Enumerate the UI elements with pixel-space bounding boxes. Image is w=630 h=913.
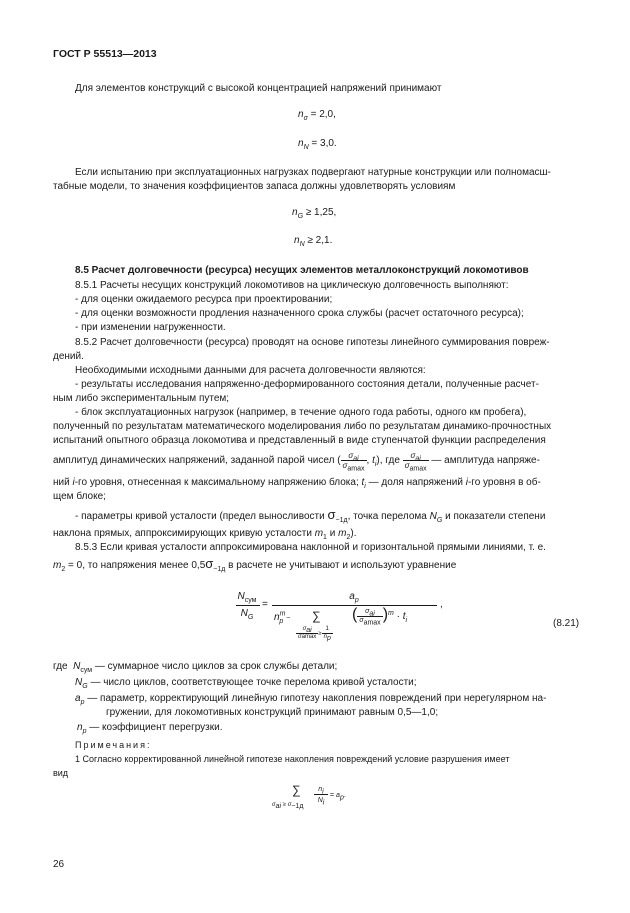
where-item-nsum: где $N_{сум}$ — суммарное число циклов за срок службы детали; xyxy=(53,661,338,674)
s852-line8: испытаний опытного образца локомотива и представленный в виде ступенчатой функции распределения xyxy=(53,435,546,446)
page-number: 26 xyxy=(53,859,65,870)
equation-n-sigma: $n_\sigma = 2,0$, xyxy=(298,109,336,122)
list-item: - для оценки возможности продления назначенного срока службы (расчет остаточного ресурса); xyxy=(75,308,524,319)
where-item-ap-cont: гружении, для локомотивных конструкций принимают равным 0,5—1,0; xyxy=(106,707,439,718)
paragraph-high-concentration: Для элементов конструкций с высокой концентрацией напряжений принимают xyxy=(75,83,442,94)
paragraph-test-line1: Если испытанию при эксплуатационных нагрузках подвергают натурные конструкции или полномасш- xyxy=(75,167,551,178)
s853-line2: $m_2 = 0$, то напряжения менее $0,5\sigma_{-1д}$ в расчете не учитывают и используют уравнение xyxy=(53,556,457,573)
fraction-sigma-ratio: $\frac{\sigma_{ai}}{\sigma_{amax}}$ xyxy=(342,450,365,473)
list-item: - для оценки ожидаемого ресурса при проектировании; xyxy=(75,294,333,305)
where-item-np: $n_p$ — коэффициент перегрузки. xyxy=(77,722,223,735)
equation-n-N-2: $n_N \ge 2,1$. xyxy=(294,235,333,248)
fraction-sigma-ratio-2: $\frac{\sigma_{ai}}{\sigma_{amax}}$ xyxy=(404,450,427,473)
section-title: 8.5 Расчет долговечности (ресурса) несущих элементов металлоконструкций локомотивов xyxy=(75,265,529,276)
s852-line6: - блок эксплуатационных нагрузок (например, в течение одного года работы, одного км пробега), xyxy=(75,407,527,418)
s852-line9: амплитуд динамических напряжений, заданной парой чисел ( $\frac{\sigma_{ai}}{\sigma_{amax}}$ , $t_i$), где $\frac{\sigma_{ai}}{\sigma_{amax}}$ — амплитуда напряже- xyxy=(53,450,540,473)
s853-line1: 8.5.3 Если кривая усталости аппроксимирована наклонной и горизонтальной прямыми линиями, т. е. xyxy=(75,542,546,553)
notes-heading: Примечания: xyxy=(75,740,152,750)
formula-failure-condition: ∑ $\sigma_{ai} \ge \sigma_{-1д}$ $n_i$ $N_i$ = $a_p$. xyxy=(272,783,346,811)
s852-line1: 8.5.2 Расчет долговечности (ресурса) проводят на основе гипотезы линейного суммирования повреж- xyxy=(75,337,550,348)
equation-n-G: $n_G \ge 1,25$, xyxy=(292,207,337,220)
s852-line5: ным либо экспериментальным путем; xyxy=(53,393,230,404)
s852-line3: Необходимыми исходными данными для расчета долговечности являются: xyxy=(75,365,426,376)
note-1-line2: вид xyxy=(53,768,69,778)
note-1-line1: 1 Согласно корректированной линейной гипотезе накопления повреждений условие разрушения имеет xyxy=(75,754,510,764)
list-item: - при изменении нагруженности. xyxy=(75,322,226,333)
s852-line4: - результаты исследования напряженно-деформированного состояния детали, полученные расчет- xyxy=(75,379,539,390)
paragraph-test-line2: табные модели, то значения коэффициентов запаса должны удовлетворять условиям xyxy=(53,181,456,192)
where-item-ng: $N_G$ — число циклов, соответствующее точке перелома кривой усталости; xyxy=(75,677,417,690)
formula-number: (8.21) xyxy=(553,618,580,629)
equation-n-N: $n_N = 3,0$. xyxy=(298,138,337,151)
s851-intro: 8.5.1 Расчеты несущих конструкций локомотивов на циклическую долговечность выполняют: xyxy=(75,280,509,291)
document-header: ГОСТ Р 55513—2013 xyxy=(53,48,157,60)
s852-line12: - параметры кривой усталости (предел выносливости $\sigma_{-1д}$, точка перелома $N_G$ и показатели степени xyxy=(75,507,546,524)
s852-line11: щем блоке; xyxy=(53,491,106,502)
where-item-ap: $a_p$ — параметр, корректирующий линейную гипотезу накопления повреждений при нерегулярном на- xyxy=(75,693,547,706)
s852-line13: наклона прямых, аппроксимирующих кривую усталости $m_1$ и $m_2$). xyxy=(53,528,357,541)
s852-line7: полученный по результатам математического моделирования либо по результатам динамико-прочностных xyxy=(53,421,552,432)
s852-line2: дений. xyxy=(53,351,84,362)
s852-line10: ний i-го уровня, отнесенная к максимальному напряжению блока; $t_i$ — доля напряжений i-го уровня в об- xyxy=(53,477,541,490)
formula-8-21: $N_{сум}$ $N_G$ = $a_p$ $n^m_p$ − ∑ $\frac{\sigma_{ai}}{\sigma amax}$ ≥ $\frac{1}{n_p}$ ( $\frac{\sigma_{ai}}{\sigma_{amax}}$ )$^m \cdot t_i$ , xyxy=(237,591,443,643)
